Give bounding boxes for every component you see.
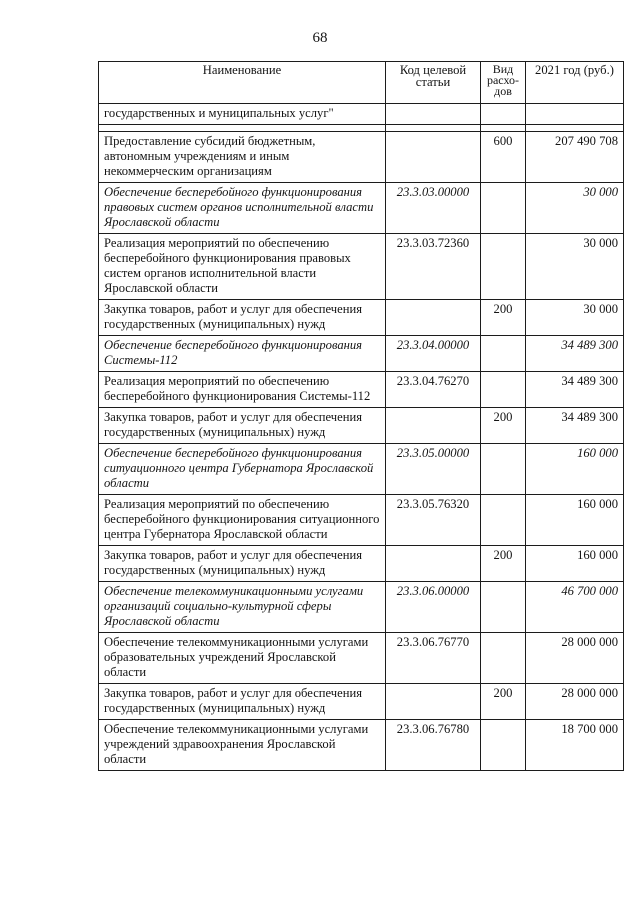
cell-name: Закупка товаров, работ и услуг для обеспечения государственных (муниципальных) нужд bbox=[99, 408, 386, 444]
cell-expense-type bbox=[481, 633, 526, 684]
page-number: 68 bbox=[312, 30, 328, 46]
spacer-cell bbox=[526, 125, 624, 132]
cell-expense-type bbox=[481, 372, 526, 408]
cell-code: 23.3.05.76320 bbox=[386, 495, 481, 546]
table-body bbox=[99, 104, 624, 771]
cell-code: 23.3.04.76270 bbox=[386, 372, 481, 408]
table-row bbox=[99, 546, 624, 582]
cell-sum: 30 000 bbox=[526, 183, 624, 234]
cell-sum: 30 000 bbox=[526, 234, 624, 300]
cell-code bbox=[386, 132, 481, 183]
cell-name: Обеспечение бесперебойного функционирования правовых систем органов исполнительной власти Ярославской области bbox=[99, 183, 386, 234]
cell-expense-type: 200 bbox=[481, 546, 526, 582]
cell-name: Реализация мероприятий по обеспечению бесперебойного функционирования правовых систем органов исполнительной власти Ярославской области bbox=[99, 234, 386, 300]
cell-expense-type bbox=[481, 582, 526, 633]
table-row bbox=[99, 234, 624, 300]
cell-name: Обеспечение телекоммуникационными услугами образовательных учреждений Ярославской области bbox=[99, 633, 386, 684]
cell-name: Обеспечение бесперебойного функционирования ситуационного центра Губернатора Ярославской области bbox=[99, 444, 386, 495]
cell-code bbox=[386, 408, 481, 444]
cell-sum: 34 489 300 bbox=[526, 408, 624, 444]
table-row bbox=[99, 684, 624, 720]
header-code: Код целевой статьи bbox=[386, 62, 481, 104]
table-row bbox=[99, 336, 624, 372]
table-row bbox=[99, 444, 624, 495]
cell-name: Обеспечение бесперебойного функционирования Системы-112 bbox=[99, 336, 386, 372]
cell-code: 23.3.03.72360 bbox=[386, 234, 481, 300]
table-row bbox=[99, 300, 624, 336]
cell-expense-type bbox=[481, 104, 526, 125]
table-row bbox=[99, 720, 624, 771]
table-row bbox=[99, 132, 624, 183]
cell-code: 23.3.03.00000 bbox=[386, 183, 481, 234]
cell-expense-type: 200 bbox=[481, 300, 526, 336]
cell-sum: 30 000 bbox=[526, 300, 624, 336]
cell-sum: 207 490 708 bbox=[526, 132, 624, 183]
cell-code: 23.3.05.00000 bbox=[386, 444, 481, 495]
cell-name: Реализация мероприятий по обеспечению бесперебойного функционирования Системы-112 bbox=[99, 372, 386, 408]
cell-expense-type: 200 bbox=[481, 408, 526, 444]
table-row bbox=[99, 372, 624, 408]
cell-sum: 28 000 000 bbox=[526, 633, 624, 684]
table-row bbox=[99, 183, 624, 234]
cell-name: Закупка товаров, работ и услуг для обеспечения государственных (муниципальных) нужд bbox=[99, 684, 386, 720]
cell-code bbox=[386, 104, 481, 125]
cell-name: Предоставление субсидий бюджетным, автономным учреждениям и иным некоммерческим организациям bbox=[99, 132, 386, 183]
header-expense-type: Вид расхо-дов bbox=[481, 62, 526, 104]
cell-sum bbox=[526, 104, 624, 125]
cell-name: Обеспечение телекоммуникационными услугами организаций социально-культурной сферы Ярославской области bbox=[99, 582, 386, 633]
cell-sum: 160 000 bbox=[526, 495, 624, 546]
cell-sum: 34 489 300 bbox=[526, 372, 624, 408]
cell-name: Закупка товаров, работ и услуг для обеспечения государственных (муниципальных) нужд bbox=[99, 546, 386, 582]
cell-expense-type bbox=[481, 720, 526, 771]
cell-sum: 34 489 300 bbox=[526, 336, 624, 372]
table-row bbox=[99, 633, 624, 684]
cell-expense-type: 600 bbox=[481, 132, 526, 183]
cell-sum: 18 700 000 bbox=[526, 720, 624, 771]
cell-sum: 28 000 000 bbox=[526, 684, 624, 720]
spacer-cell bbox=[99, 125, 386, 132]
cell-code: 23.3.06.76770 bbox=[386, 633, 481, 684]
cell-expense-type: 200 bbox=[481, 684, 526, 720]
table-row bbox=[99, 408, 624, 444]
cell-expense-type bbox=[481, 336, 526, 372]
cell-expense-type bbox=[481, 495, 526, 546]
cell-expense-type bbox=[481, 234, 526, 300]
cell-sum: 46 700 000 bbox=[526, 582, 624, 633]
cell-code: 23.3.06.00000 bbox=[386, 582, 481, 633]
table-row bbox=[99, 104, 624, 125]
header-name: Наименование bbox=[99, 62, 386, 104]
cell-name: Реализация мероприятий по обеспечению бесперебойного функционирования ситуационного центра Губернатора Ярославской области bbox=[99, 495, 386, 546]
table-row bbox=[99, 495, 624, 546]
table-spacer-row bbox=[99, 125, 624, 132]
cell-expense-type bbox=[481, 183, 526, 234]
header-sum-2021: 2021 год (руб.) bbox=[526, 62, 624, 104]
spacer-cell bbox=[386, 125, 481, 132]
cell-name: государственных и муниципальных услуг" bbox=[99, 104, 386, 125]
table-header-row bbox=[99, 62, 624, 104]
cell-code: 23.3.04.00000 bbox=[386, 336, 481, 372]
cell-code bbox=[386, 684, 481, 720]
cell-sum: 160 000 bbox=[526, 546, 624, 582]
cell-expense-type bbox=[481, 444, 526, 495]
cell-name: Обеспечение телекоммуникационными услугами учреждений здравоохранения Ярославской области bbox=[99, 720, 386, 771]
cell-code bbox=[386, 300, 481, 336]
budget-table bbox=[98, 61, 624, 771]
cell-sum: 160 000 bbox=[526, 444, 624, 495]
cell-name: Закупка товаров, работ и услуг для обеспечения государственных (муниципальных) нужд bbox=[99, 300, 386, 336]
cell-code bbox=[386, 546, 481, 582]
table-row bbox=[99, 582, 624, 633]
spacer-cell bbox=[481, 125, 526, 132]
cell-code: 23.3.06.76780 bbox=[386, 720, 481, 771]
